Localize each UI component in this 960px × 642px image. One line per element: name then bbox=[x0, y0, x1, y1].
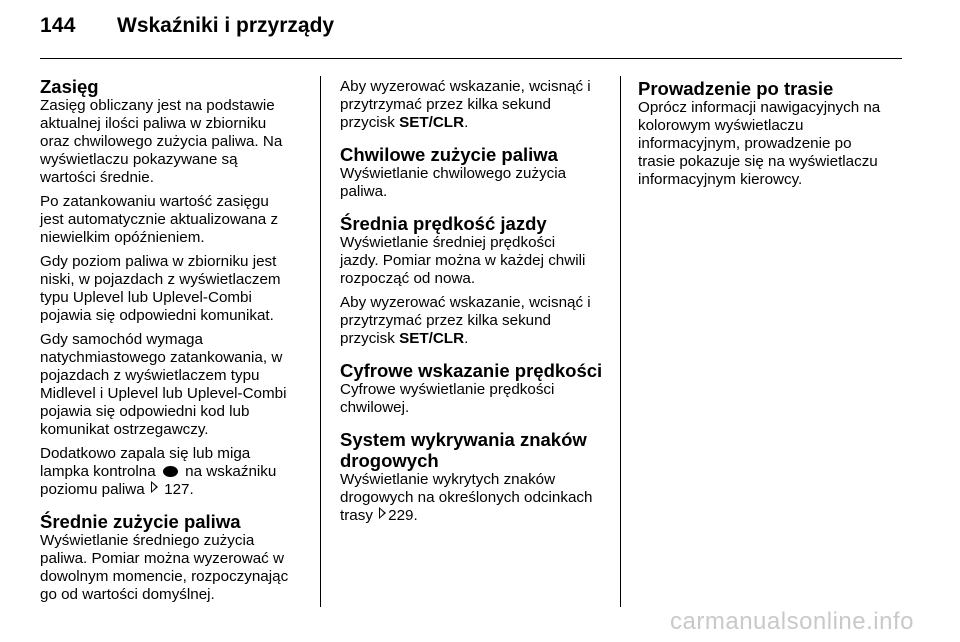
section-reset bbox=[340, 78, 618, 132]
section-avg-consumption bbox=[40, 511, 315, 604]
watermark: carmanualsonline.info bbox=[670, 608, 914, 635]
text: lampka kontrolna bbox=[40, 463, 156, 480]
paragraph: Wyświetlanie średniej prędkości jazdy. Pomiar można w każdej chwili rozpocząć od nowa. bbox=[340, 234, 586, 287]
section-heading-digital-speed: Cyfrowe wskazanie prędkości bbox=[340, 360, 603, 381]
header-rule bbox=[40, 58, 902, 59]
paragraph-reset bbox=[340, 78, 618, 132]
paragraph: Po zatankowaniu wartość zasięgu jest automatycznie aktualizowana z niewielkim opóźnieniem. bbox=[40, 193, 279, 246]
page-number: 144 bbox=[40, 14, 76, 37]
paragraph bbox=[340, 471, 618, 525]
text: Aby wyzerować wskazanie, wcisnąć i przytrzymać przez kilka sekund przycisk bbox=[340, 294, 591, 347]
paragraph: Gdy poziom paliwa w zbiorniku jest niski, w pojazdach z wyświetlaczem typu Uplevel lub Uplevel-Combi pojawia się odpowiedni komunikat. bbox=[40, 253, 281, 324]
page-reference-icon bbox=[379, 507, 386, 519]
chapter-title: Wskaźniki i przyrządy bbox=[117, 14, 335, 37]
section-range bbox=[40, 76, 315, 499]
paragraph: Zasięg obliczany jest na podstawie aktualnej ilości paliwa w zbiorniku oraz chwilowego zużycia paliwa. Na wyświetlaczu pokazywane są wartości średnie. bbox=[40, 97, 283, 186]
column-left bbox=[40, 76, 315, 616]
paragraph: Oprócz informacji nawigacyjnych na kolorowym wyświetlaczu informacyjnym, prowadzenie po trasie pokazuje się na wyświetlaczu informacyjnym kierowcy. bbox=[638, 99, 881, 188]
section-heading-range: Zasięg bbox=[40, 76, 99, 97]
section-route-guidance bbox=[638, 78, 908, 189]
paragraph: Gdy samochód wymaga natychmiastowego zatankowania, w pojazdach z wyświetlaczem typu Midlevel i Uplevel lub Uplevel-Combi pojawia się odpowiedni kod lub komunikat ostrzegawczy. bbox=[40, 331, 287, 438]
text: . bbox=[464, 330, 469, 347]
section-digital-speed bbox=[340, 360, 618, 417]
text: . bbox=[464, 114, 469, 131]
button-name: SET/CLR bbox=[399, 330, 465, 347]
section-heading-instant-consumption: Chwilowe zużycie paliwa bbox=[340, 144, 558, 165]
section-traffic-signs bbox=[340, 429, 618, 525]
section-instant-consumption bbox=[340, 144, 618, 201]
paragraph-fuel-lamp bbox=[40, 445, 315, 499]
section-heading-avg-speed: Średnia prędkość jazdy bbox=[340, 213, 547, 234]
paragraph: Cyfrowe wyświetlanie prędkości chwilowej. bbox=[340, 381, 555, 416]
button-name: SET/CLR bbox=[399, 114, 465, 131]
text: Wyświetlanie wykrytych znaków drogowych na określonych odcinkach trasy bbox=[340, 471, 593, 524]
paragraph: Wyświetlanie średniego zużycia paliwa. Pomiar można wyzerować w dowolnym momencie, rozpoczynając go od wartości domyślnej. bbox=[40, 532, 289, 603]
text: poziomu paliwa bbox=[40, 481, 145, 498]
page-reference[interactable]: 229. bbox=[388, 507, 418, 524]
paragraph-reset bbox=[340, 294, 618, 348]
text: na wskaźniku bbox=[185, 463, 277, 480]
paragraph: Wyświetlanie chwilowego zużycia paliwa. bbox=[340, 165, 567, 200]
column-middle bbox=[340, 78, 618, 537]
page-reference[interactable]: 127. bbox=[164, 481, 194, 498]
column-divider bbox=[620, 76, 621, 607]
section-heading-traffic-signs: System wykrywania znaków drogowych bbox=[340, 429, 587, 471]
section-heading-avg-consumption: Średnie zużycie paliwa bbox=[40, 511, 241, 532]
text: Dodatkowo zapala się lub miga bbox=[40, 445, 251, 462]
fuel-warning-lamp-icon bbox=[163, 466, 178, 477]
text: Aby wyzerować wskazanie, wcisnąć i przytrzymać przez kilka sekund przycisk bbox=[340, 78, 591, 131]
section-heading-route-guidance: Prowadzenie po trasie bbox=[638, 78, 834, 99]
column-right bbox=[638, 78, 908, 201]
section-avg-speed bbox=[340, 213, 618, 348]
page-reference-icon bbox=[151, 481, 158, 493]
column-divider bbox=[320, 76, 321, 607]
